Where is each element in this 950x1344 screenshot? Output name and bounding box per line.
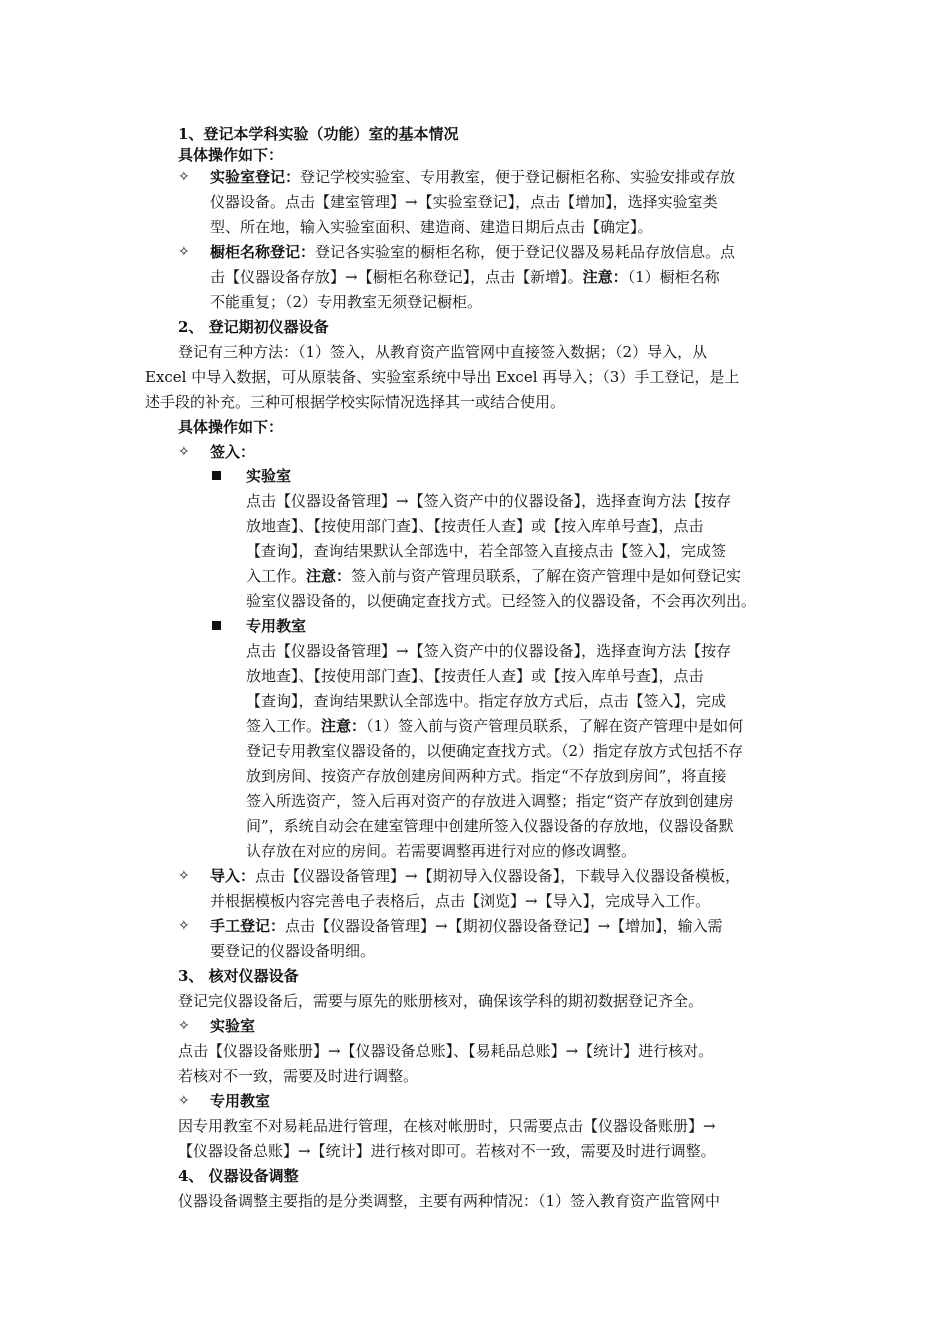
lab-sign-line-5: 验室仪器设备的，以便确定查找方式。已经签入的仪器设备，不会再次列出。: [246, 592, 757, 610]
section-2-ops-label: 具体操作如下：: [178, 418, 284, 436]
manual-line-1: 手工登记：点击【仪器设备管理】→【期初仪器设备登记】→【增加】，输入需: [210, 917, 723, 935]
lab-register-line-1: 实验室登记：登记学校实验室、专用教室，便于登记橱柜名称、实验安排或存放: [210, 168, 736, 186]
special-room-subheading: 专用教室: [246, 617, 307, 635]
special-sign-line-3: 【查询】，查询结果默认全部选中。指定存放方式后，点击【签入】，完成: [246, 692, 727, 710]
special-check-line-2: 【仪器设备总账】→【统计】进行核对即可。若核对不一致，需要及时进行调整。: [178, 1142, 716, 1160]
special-check-line-1: 因专用教室不对易耗品进行管理，在核对帐册时，只需要点击【仪器设备账册】→: [178, 1117, 716, 1135]
section-2-para-line-1: 登记有三种方法：（1）签入，从教育资产监管网中直接签入数据；（2）导入，从: [178, 343, 708, 361]
diamond-bullet-icon: ✧: [178, 868, 190, 884]
special-sign-line-8: 间”，系统自动会在建室管理中创建所签入仪器设备的存放地，仪器设备默: [246, 817, 734, 835]
section-3-heading: 3、 核对仪器设备: [178, 967, 299, 985]
lab-check-line-2: 若核对不一致，需要及时进行调整。: [178, 1067, 419, 1085]
special-sign-line-9: 认存放在对应的房间。若需要调整再进行对应的修改调整。: [246, 842, 637, 860]
lab-sign-line-1: 点击【仪器设备管理】→【签入资产中的仪器设备】，选择查询方法【按存: [246, 492, 732, 510]
section-2-para-line-3: 述手段的补充。三种可根据学校实际情况选择其一或结合使用。: [145, 393, 566, 411]
section-1-heading: 1、登记本学科实验（功能）室的基本情况: [178, 125, 459, 143]
section-4-para: 仪器设备调整主要指的是分类调整，主要有两种情况：（1）签入教育资产监管网中: [178, 1192, 721, 1210]
section-4-heading: 4、 仪器设备调整: [178, 1167, 299, 1185]
diamond-bullet-icon: ✧: [178, 918, 190, 934]
section-2-para-line-2: Excel 中导入数据，可从原装备、实验室系统中导出 Excel 再导入；（3）手工登记，是上: [145, 368, 740, 386]
manual-line-2: 要登记的仪器设备明细。: [210, 942, 376, 960]
import-line-2: 并根据模板内容完善电子表格后，点击【浏览】→【导入】，完成导入工作。: [210, 892, 711, 910]
import-line-1: 导入：点击【仪器设备管理】→【期初导入仪器设备】，下载导入仪器设备模板，: [210, 867, 741, 885]
section-2-heading: 2、 登记期初仪器设备: [178, 318, 329, 336]
lab-register-line-3: 型、所在地，输入实验室面积、建造商、建造日期后点击【确定】。: [210, 218, 653, 236]
special-sign-line-1: 点击【仪器设备管理】→【签入资产中的仪器设备】，选择查询方法【按存: [246, 642, 732, 660]
lab-subheading: 实验室: [246, 467, 292, 485]
square-bullet-icon: [212, 471, 221, 480]
lab-sign-line-2: 放地查】、【按使用部门查】、【按责任人查】或【按入库单号查】，点击: [246, 517, 704, 535]
sign-in-label: 签入：: [210, 443, 256, 461]
lab-check-line-1: 点击【仪器设备账册】→【仪器设备总账】、【易耗品总账】→【统计】进行核对。: [178, 1042, 714, 1060]
special-sign-line-4: 签入工作。注意：（1）签入前与资产管理员联系，了解在资产管理中是如何: [246, 717, 744, 735]
diamond-bullet-icon: ✧: [178, 1018, 190, 1034]
cabinet-register-line-2: 击【仪器设备存放】→【橱柜名称登记】，点击【新增】。注意：（1）橱柜名称: [210, 268, 720, 286]
cabinet-register-line-3: 不能重复；（2）专用教室无须登记橱柜。: [210, 293, 483, 311]
special-sign-line-7: 签入所选资产，签入后再对资产的存放进入调整；指定“资产存放到创建房: [246, 792, 734, 810]
lab-check-heading: 实验室: [210, 1017, 256, 1035]
section-3-para: 登记完仪器设备后，需要与原先的账册核对，确保该学科的期初数据登记齐全。: [178, 992, 704, 1010]
cabinet-register-line-1: 橱柜名称登记：登记各实验室的橱柜名称，便于登记仪器及易耗品存放信息。点: [210, 243, 736, 261]
diamond-bullet-icon: ✧: [178, 169, 190, 185]
special-sign-line-6: 放到房间、按资产存放创建房间两种方式。指定“不存放到房间”，将直接: [246, 767, 727, 785]
section-1-ops-label: 具体操作如下：: [178, 146, 284, 164]
lab-register-line-2: 仪器设备。点击【建室管理】→【实验室登记】，点击【增加】，选择实验室类: [210, 193, 718, 211]
diamond-bullet-icon: ✧: [178, 244, 190, 260]
lab-sign-line-4: 入工作。注意：签入前与资产管理员联系，了解在资产管理中是如何登记实: [246, 567, 742, 585]
diamond-bullet-icon: ✧: [178, 444, 190, 460]
square-bullet-icon: [212, 621, 221, 630]
diamond-bullet-icon: ✧: [178, 1093, 190, 1109]
lab-sign-line-3: 【查询】，查询结果默认全部选中，若全部签入直接点击【签入】，完成签: [246, 542, 727, 560]
special-sign-line-5: 登记专用教室仪器设备的，以便确定查找方式。（2）指定存放方式包括不存: [246, 742, 744, 760]
special-check-heading: 专用教室: [210, 1092, 271, 1110]
special-sign-line-2: 放地查】、【按使用部门查】、【按责任人查】或【按入库单号查】，点击: [246, 667, 704, 685]
